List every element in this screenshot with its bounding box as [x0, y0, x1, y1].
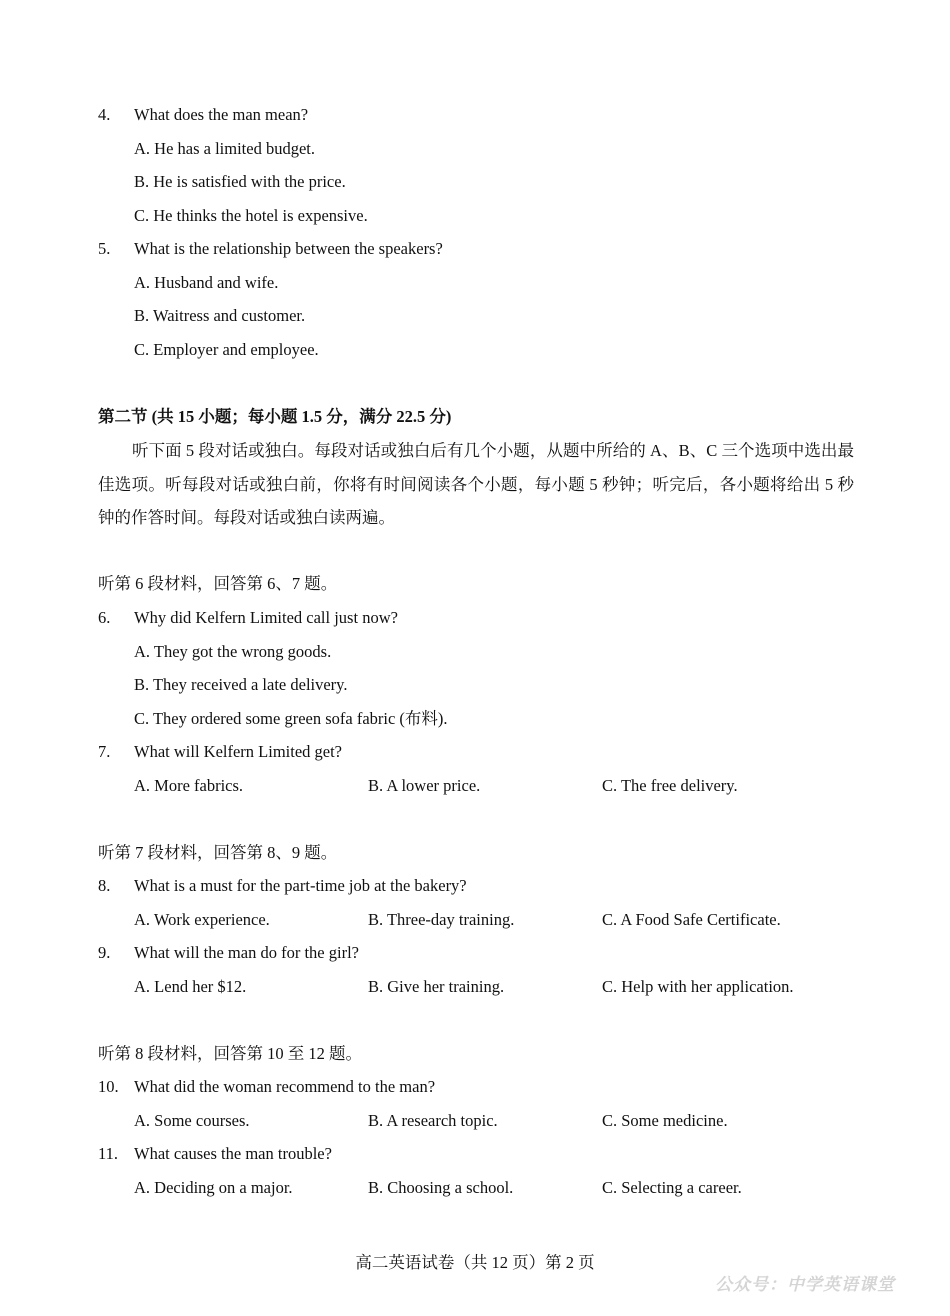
- question-number: 8.: [98, 876, 111, 895]
- question-text: What does the man mean?: [134, 105, 309, 124]
- option-b: B. They received a late delivery.: [134, 675, 348, 694]
- question-number: 10.: [98, 1077, 119, 1096]
- option-a: A. Deciding on a major.: [134, 1178, 293, 1197]
- option-a: A. Husband and wife.: [134, 273, 279, 292]
- question-text: What is the relationship between the speakers?: [134, 239, 443, 258]
- question-number: 7.: [98, 742, 111, 761]
- group-heading: 听第 8 段材料，回答第 10 至 12 题。: [98, 1044, 362, 1063]
- section-title: 第二节 (共 15 小题；每小题 1.5 分，满分 22.5 分): [98, 407, 452, 426]
- group-heading: 听第 7 段材料，回答第 8、9 题。: [98, 843, 338, 862]
- question-text: What causes the man trouble?: [134, 1144, 332, 1163]
- option-b: B. A research topic.: [368, 1111, 498, 1130]
- option-c: C. Help with her application.: [602, 977, 794, 996]
- watermark: 公众号：中学英语课堂: [715, 1275, 895, 1295]
- question-number: 6.: [98, 608, 111, 627]
- option-b: B. Choosing a school.: [368, 1178, 514, 1197]
- option-b: B. Three-day training.: [368, 910, 515, 929]
- option-c: C. The free delivery.: [602, 776, 738, 795]
- section-instructions: 听下面 5 段对话或独白。每段对话或独白后有几个小题，从题中所给的 A、B、C 三个选项中选出最佳选项。听每段对话或独白前，你将有时间阅读各个小题，每小题 5 秒钟；听完后，各小题将给出 5 秒钟的作答时间。每段对话或独白读两遍。: [98, 441, 854, 527]
- option-c: C. They ordered some green sofa fabric (布料).: [134, 709, 448, 728]
- option-c: C. Employer and employee.: [134, 340, 319, 359]
- option-b: B. Waitress and customer.: [134, 306, 306, 325]
- option-b: B. Give her training.: [368, 977, 505, 996]
- question-text: What will the man do for the girl?: [134, 943, 359, 962]
- option-a: A. He has a limited budget.: [134, 139, 316, 158]
- question-number: 4.: [98, 105, 111, 124]
- question-text: What will Kelfern Limited get?: [134, 742, 343, 761]
- question-number: 5.: [98, 239, 111, 258]
- question-number: 11.: [98, 1144, 119, 1163]
- question-text: What did the woman recommend to the man?: [134, 1077, 436, 1096]
- option-c: C. Selecting a career.: [602, 1178, 742, 1197]
- option-a: A. Work experience.: [134, 910, 270, 929]
- option-a: A. More fabrics.: [134, 776, 244, 795]
- option-b: B. He is satisfied with the price.: [134, 172, 346, 191]
- question-text: What is a must for the part-time job at the bakery?: [134, 876, 467, 895]
- page-footer: 高二英语试卷（共 12 页）第 2 页: [355, 1253, 595, 1272]
- group-heading: 听第 6 段材料，回答第 6、7 题。: [98, 574, 338, 593]
- option-c: C. A Food Safe Certificate.: [602, 910, 781, 929]
- question-text: Why did Kelfern Limited call just now?: [134, 608, 398, 627]
- option-a: A. Some courses.: [134, 1111, 250, 1130]
- question-number: 9.: [98, 943, 111, 962]
- option-a: A. They got the wrong goods.: [134, 642, 332, 661]
- option-c: C. Some medicine.: [602, 1111, 728, 1130]
- option-a: A. Lend her $12.: [134, 977, 247, 996]
- option-c: C. He thinks the hotel is expensive.: [134, 206, 368, 225]
- option-b: B. A lower price.: [368, 776, 481, 795]
